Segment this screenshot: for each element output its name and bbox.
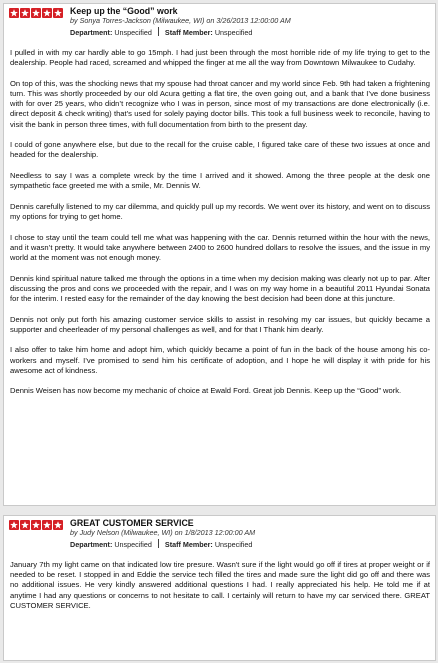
star-icon [31, 8, 41, 18]
staff-member-label: Staff Member: [164, 540, 213, 549]
star-icon [53, 8, 63, 18]
star-rating [9, 8, 64, 18]
review-paragraph: I could of gone anywhere else, but due to the recall for the cruise cable, I figured take care of these two issues at once and headed for the dealership. [10, 140, 430, 160]
star-icon [20, 8, 30, 18]
department-label: Department: [70, 540, 113, 549]
review-paragraph: Dennis not only put forth his amazing customer service skills to assist in resolving my car issues, but quickly became a supporter and cheerleader of my personal challenges as well, and for that I Thank him dearly. [10, 314, 430, 334]
meta-divider [158, 27, 159, 36]
review-paragraph: January 7th my light came on that indicated low tire presure. Wasn't sure if the light would go off if tires at proper weight or if needed to be reset. I stopped in and Eddie the service tech filled the tires and made sure the light did go off and there was no additional issues. He very kindly answered additional questions I had. I really appreciated his help. He told me if at anytime I had any questions or concerns to not hesitate to call. I certainly will return to have my car serviced there. GREAT CUSTOMER SERVICE. [10, 560, 430, 610]
review-paragraph: On top of this, was the shocking news that my spouse had throat cancer and my world since Feb. 9th had taken a frightening turn. This was shortly proceeded by our old Acura getting a flat tire, the oven going out, and a bank that I’ve done business with for over 25 years, who didn’t recognize who I was in person, since most of my transactions are done electronically (i.e. direct deposit & check writing) that’s used for solely paying doctor bills. This took a full business week to reconcile, having to visit the bank in person three times, with full documentation from birth to the present day. [10, 78, 430, 129]
star-icon [42, 520, 52, 530]
staff-member-label: Staff Member: [164, 28, 213, 37]
review-card [3, 515, 436, 661]
star-icon [9, 8, 19, 18]
review-body [4, 560, 435, 611]
review-byline: by Sonya Torres-Jackson (Milwaukee, WI) on 3/26/2013 12:00:00 AM [70, 16, 291, 25]
review-body [4, 48, 435, 397]
staff-member-value: Unspecified [214, 540, 253, 549]
meta-divider [158, 539, 159, 548]
review-paragraph: I chose to stay until the team could tell me what was happening with the car. Dennis returned within the hour with the news, and it wasn’t pretty. It would take anywhere between 2400 to 2600 hundred dollars to resolve the issues, and the issue in my world at the moment was not enough money. [10, 232, 430, 262]
star-icon [31, 520, 41, 530]
review-paragraph: Needless to say I was a complete wreck by the time I arrived and it showed. Among the three people at the desk one sympathetic face greeted me with a smile, Mr. Dennis W. [10, 171, 430, 191]
star-rating [9, 520, 64, 530]
review-header [4, 516, 435, 560]
review-title: GREAT CUSTOMER SERVICE [70, 518, 194, 528]
star-icon [20, 520, 30, 530]
review-paragraph: I also offer to take him home and adopt him, which quickly became a point of fun in the back of the house among his co-workers and myself. I’ve promised to send him his certificate of adoption, and I hope he will display it with pride for his awesome act of kindness. [10, 345, 430, 375]
review-meta [70, 27, 252, 37]
department-label: Department: [70, 28, 113, 37]
review-meta [70, 539, 252, 549]
department-value: Unspecified [114, 28, 152, 37]
star-icon [9, 520, 19, 530]
star-icon [42, 8, 52, 18]
review-card [3, 3, 436, 506]
staff-member-value: Unspecified [214, 28, 253, 37]
review-title: Keep up the “Good” work [70, 6, 178, 16]
review-header [4, 4, 435, 48]
review-byline: by Judy Nelson (Milwaukee, WI) on 1/8/2013 12:00:00 AM [70, 528, 256, 537]
star-icon [53, 520, 63, 530]
review-paragraph: Dennis kind spiritual nature talked me through the options in a time when my decision making was clearly not up to par. After discussing the pros and cons we proceeded with the repair, and I was on my way home in a beautiful 2011 Hyundai Sonata for the interim. I rested easy for the remainder of the day knowing the best decision had been done at this juncture. [10, 273, 430, 303]
review-paragraph: Dennis carefully listened to my car dilemma, and quickly pull up my records. We went over its history, and went on to discuss my options for trying to get home. [10, 201, 430, 221]
review-paragraph: I pulled in with my car hardly able to go 15mph. I had just been through the most horrible ride of my life trying to get to the dealership. People had raced, screamed and whipped the finger at me all the way from Downtown Milwaukee to Cudahy. [10, 48, 430, 68]
department-value: Unspecified [114, 540, 152, 549]
review-paragraph: Dennis Weisen has now become my mechanic of choice at Ewald Ford. Great job Dennis. Keep up the “Good” work. [10, 386, 402, 396]
